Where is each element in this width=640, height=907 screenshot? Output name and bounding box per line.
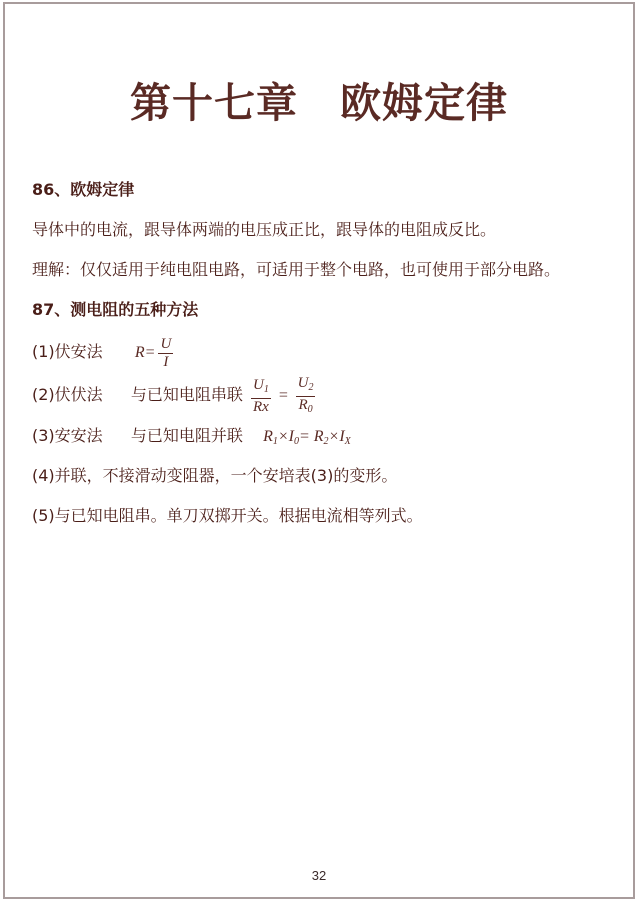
method-1 [32,334,176,371]
method-2-desc: 与已知电阻串联 [130,385,243,405]
method-1-formula [134,335,176,370]
method-4: (4)并联，不接滑动变阻器，一个安培表(3)的变形。 [32,466,398,485]
fraction-denominator: Rx [252,399,269,415]
document-page [3,2,635,899]
method-3-formula: $R_1\times I_0= R_2\times I_X$ [263,428,351,447]
page-number: 32 [311,868,327,883]
method-2 [32,376,318,417]
section-86-heading: 86、欧姆定律 [32,180,135,199]
method-3-desc: 与已知电阻并联 [130,426,243,445]
formula-symbol: R [134,344,145,361]
ohms-law-statement: 导体中的电流，跟导体两端的电压成正比，跟导体的电阻成反比。 [32,220,497,239]
method-3 [32,426,351,452]
formula-fraction [158,337,173,370]
formula-fraction-right [296,376,316,417]
chapter-title: 第十七章 欧姆定律 [130,79,508,127]
formula-equals: = [277,387,289,405]
fraction-denominator: I [163,353,169,370]
fraction-numerator: $U_2$ [297,375,314,393]
method-2-formula [248,375,318,415]
fraction-denominator: $R_0$ [298,397,313,415]
formula-equals: = [144,344,156,361]
method-2-label: (2)伏伏法 [32,385,103,405]
method-5: (5)与已知电阻串。单刀双掷开关。根据电流相等列式。 [32,506,423,525]
method-1-label: (1)伏安法 [32,342,103,361]
formula-fraction-left [251,378,271,415]
fraction-numerator: $U_1$ [252,377,269,395]
method-3-label: (3)安安法 [32,426,103,445]
ohms-law-understanding: 理解：仅仅适用于纯电阻电路，可适用于整个电路，也可使用于部分电路。 [32,260,561,279]
section-87-heading: 87、测电阻的五种方法 [32,300,199,319]
fraction-numerator: U [160,335,172,352]
